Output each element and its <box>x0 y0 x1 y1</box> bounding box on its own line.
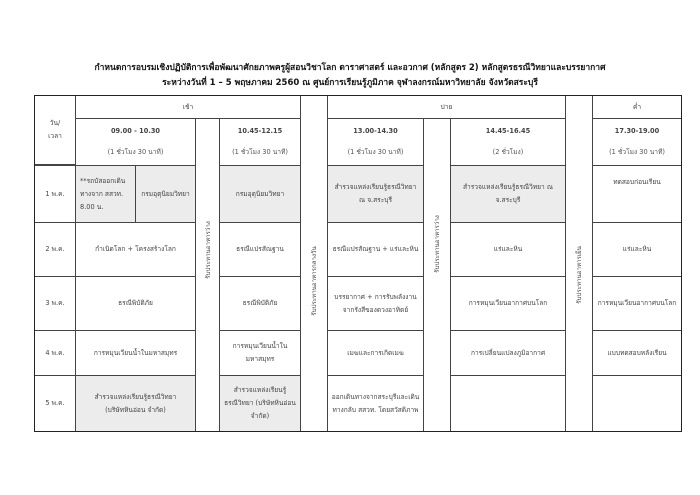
break-label: รับประทานอาหารเย็น <box>576 245 583 304</box>
schedule-cell <box>450 375 566 432</box>
day-label: 4 พ.ค. <box>34 330 76 376</box>
document-title: กำหนดการอบรมเชิงปฏิบัติการเพื่อพัฒนาศักยภาพครูผู้สอนวิชาโลก ดาราศาสตร์ และอวกาศ (หลักสูตร 2) หลักสูตรธรณีวิทยาและบรรยากาศ <box>94 63 606 73</box>
slot-time: 14.45-16.45 <box>485 127 531 135</box>
slot-header-4 <box>450 118 566 166</box>
schedule-cell: แร่และหิน <box>592 222 682 277</box>
break-column-lunch <box>300 118 328 432</box>
schedule-cell: สำรวจแหล่งเรียนรู้ธรณีวิทยา ณ จ.สระบุรี <box>450 165 566 223</box>
corner-header <box>34 95 76 165</box>
dinner-header-spacer <box>565 95 593 119</box>
document-subtitle: ระหว่างวันที่ 1 – 5 พฤษภาคม 2560 ณ ศูนย์การเรียนรู้ภูมิภาค จุฬาลงกรณ์มหาวิทยาลัย จังหวัดสระบุรี <box>162 78 538 88</box>
period-morning: เช้า <box>75 95 301 119</box>
slot-duration: (1 ชั่วโมง 30 นาที) <box>609 148 665 156</box>
schedule-cell: การหมุนเวียนน้ำในมหาสมุทร <box>75 330 196 376</box>
schedule-cell: สำรวจแหล่งเรียนรู้ธรณีวิทยา (บริษัทหินอ่อน จำกัด) <box>219 375 301 432</box>
schedule-cell: การเปลี่ยนแปลงภูมิอากาศ <box>450 330 566 376</box>
break-label: รับประทานอาหารว่าง <box>434 214 441 273</box>
schedule-cell: สำรวจแหล่งเรียนรู้ธรณีวิทยา ณ จ.สระบุรี <box>327 165 424 223</box>
lunch-header-spacer <box>300 95 328 119</box>
corner-label-time: เวลา <box>48 132 62 140</box>
slot-header-1 <box>75 118 196 166</box>
break-label: รับประทานอาหารกลางวัน <box>311 246 318 316</box>
schedule-cell: กรมอุตุนิยมวิทยา <box>219 165 301 223</box>
day-label: 5 พ.ค. <box>34 375 76 432</box>
schedule-cell: **รถบัสออกเดินทางจาก สสวท. 8.00 น. <box>75 165 136 223</box>
corner-label-day: วัน/ <box>49 119 61 127</box>
schedule-cell <box>592 375 682 432</box>
schedule-cell: การหมุนเวียนอากาศบนโลก <box>450 276 566 331</box>
day-label: 2 พ.ค. <box>34 222 76 277</box>
period-evening: ค่ำ <box>592 95 682 119</box>
schedule-cell: กรมอุตุนิยมวิทยา <box>135 165 196 223</box>
day-label: 3 พ.ค. <box>34 276 76 331</box>
schedule-table <box>34 95 682 432</box>
slot-header-3 <box>327 118 424 166</box>
slot-header-5 <box>592 118 682 166</box>
slot-time: 13.00-14.30 <box>353 127 398 135</box>
slot-duration: (1 ชั่วโมง 30 นาที) <box>107 148 164 156</box>
slot-duration: (1 ชั่วโมง 30 นาที) <box>347 148 404 156</box>
schedule-cell: ธรณีแปรสัณฐาน + แร่และหิน <box>327 222 424 277</box>
break-label: รับประทานอาหารว่าง <box>204 221 212 279</box>
schedule-cell: กำเนิดโลก + โครงสร้างโลก <box>75 222 196 277</box>
schedule-cell: ทดสอบก่อนเรียน <box>592 165 682 223</box>
schedule-cell: ธรณีแปรสัณฐาน <box>219 222 301 277</box>
slot-time: 17.30-19.00 <box>614 127 660 135</box>
schedule-cell: การหมุนเวียนน้ำในมหาสมุทร <box>219 330 301 376</box>
schedule-cell: แร่และหิน <box>450 222 566 277</box>
schedule-cell: เมฆและการเกิดเมฆ <box>327 330 424 376</box>
schedule-cell: แบบทดสอบหลังเรียน <box>592 330 682 376</box>
break-column-dinner <box>565 118 593 432</box>
slot-duration: (1 ชั่วโมง 30 นาที) <box>232 148 288 156</box>
break-column-afternoon <box>423 118 451 432</box>
schedule-cell: สำรวจแหล่งเรียนรู้ธรณีวิทยา (บริษัทหินอ่อน จำกัด) <box>75 375 196 432</box>
schedule-cell: ออกเดินทางจากสระบุรีและเดินทางกลับ สสวท. โดยสวัสดิภาพ <box>327 375 424 432</box>
slot-duration: (2 ชั่วโมง) <box>492 148 524 156</box>
day-label: 1 พ.ค. <box>34 165 76 223</box>
slot-time: 09.00 - 10.30 <box>110 127 161 135</box>
break-column-morning <box>195 118 220 432</box>
schedule-cell: ธรณีพิบัติภัย <box>219 276 301 331</box>
slot-header-2 <box>219 118 301 166</box>
slot-time: 10.45-12.15 <box>237 127 283 135</box>
schedule-cell: การหมุนเวียนอากาศบนโลก <box>592 276 682 331</box>
period-afternoon: บ่าย <box>327 95 566 119</box>
schedule-cell: บรรยากาศ + การรับพลังงานจากรังสีของดวงอาทิตย์ <box>327 276 424 331</box>
schedule-cell: ธรณีพิบัติภัย <box>75 276 196 331</box>
